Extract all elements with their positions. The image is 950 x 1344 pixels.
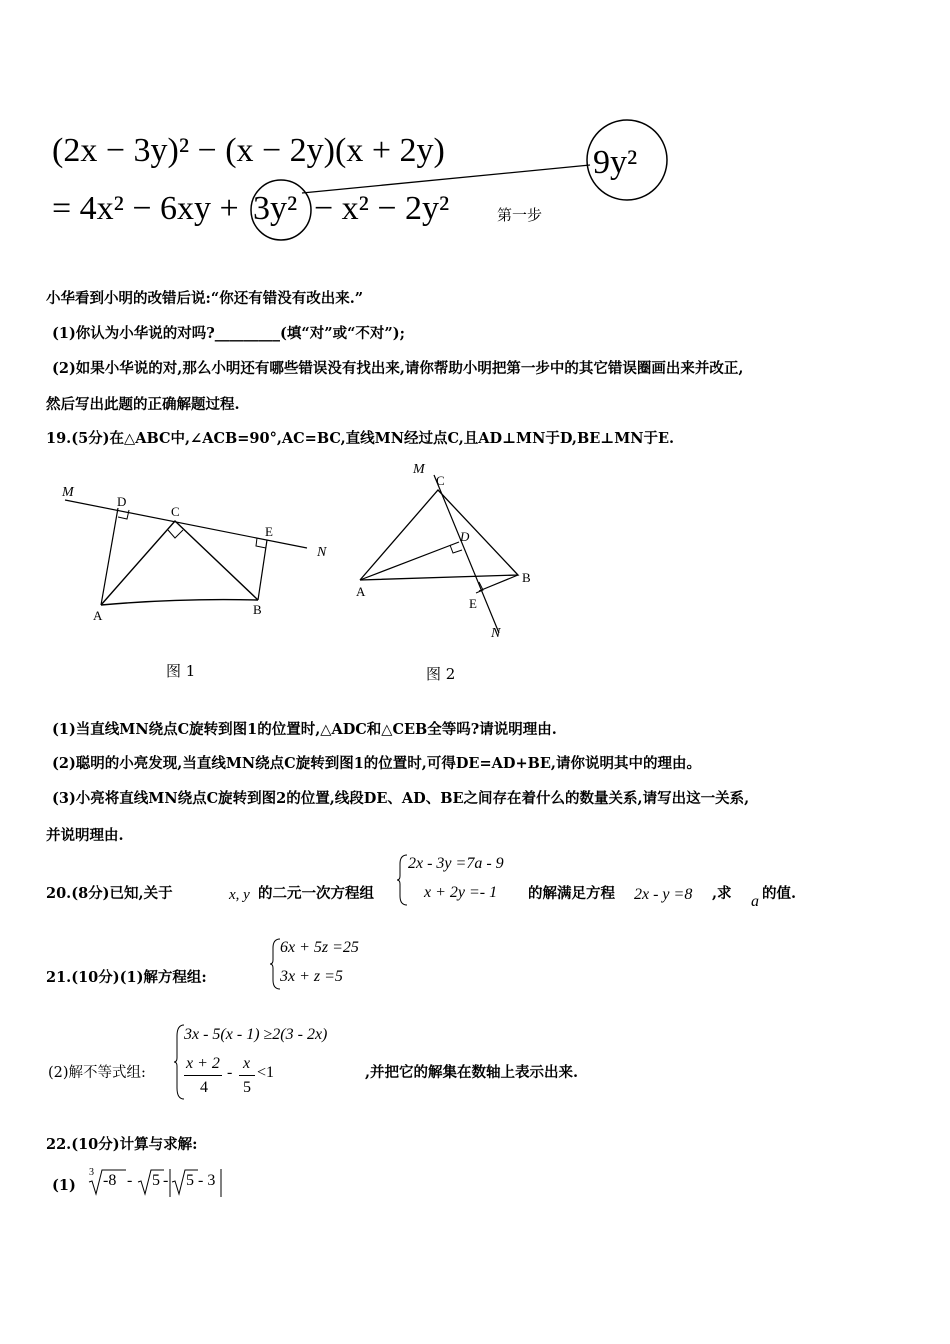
right-angle-c xyxy=(168,530,183,538)
label-n: N xyxy=(317,545,327,560)
q22-expr-c: 5 xyxy=(152,1172,160,1189)
q21-frac1-bar xyxy=(184,1075,222,1076)
label-e: E xyxy=(469,596,477,611)
segment-be xyxy=(479,575,518,591)
q20-post3: 的值. xyxy=(762,885,797,902)
step-label: 第一步 xyxy=(497,206,543,224)
circled-term: 3y² xyxy=(253,190,298,227)
sqrt-sign-1 xyxy=(138,1170,164,1194)
q22-stem: 22.(10分)计算与求解: xyxy=(46,1136,198,1153)
label-a: A xyxy=(356,584,366,599)
q22-expr-b: - xyxy=(127,1172,133,1189)
small-circle-mark xyxy=(251,180,311,240)
figure-1 xyxy=(55,478,355,648)
q18-intro: 小华看到小明的改错后说:“你还有错没有改出来.” xyxy=(46,290,364,307)
q21-frac1-den: 4 xyxy=(200,1079,208,1096)
side-ab xyxy=(101,600,258,605)
q20-condition: 2x - y =8 xyxy=(634,886,693,903)
big-circle-mark xyxy=(587,120,667,200)
q21-eq2: 3x + z =5 xyxy=(280,968,343,985)
q20-pre: 20.(8分)已知,关于 xyxy=(46,885,173,902)
label-n: N xyxy=(491,626,501,641)
q22-expr-a: -8 xyxy=(103,1172,117,1189)
q20-mid: 的二元一次方程组 xyxy=(258,885,374,902)
label-a: A xyxy=(93,608,103,623)
q20-eq2: x + 2y =- 1 xyxy=(424,884,498,901)
work-annotations xyxy=(0,0,950,260)
label-d: D xyxy=(117,494,127,509)
segment-be xyxy=(258,540,267,600)
right-angle-d xyxy=(450,545,462,553)
segment-ad xyxy=(101,508,118,605)
line-mn xyxy=(434,475,499,633)
q20-post2: ,求 xyxy=(712,885,732,902)
q21-part2-post: ,并把它的解集在数轴上表示出来. xyxy=(365,1064,579,1081)
q19-part2: (2)聪明的小亮发现,当直线MN绕点C旋转到图1的位置时,可得DE=AD+BE,请你说明其中的理由。 xyxy=(52,755,701,772)
label-d: D xyxy=(460,529,470,544)
q22-expr-d: - xyxy=(163,1172,169,1189)
triangle-abc xyxy=(360,490,518,580)
q21-lt: <1 xyxy=(257,1064,275,1081)
q20-a: a xyxy=(751,893,759,910)
q21-frac1-num: x + 2 xyxy=(186,1055,220,1072)
q19-stem: 19.(5分)在△ABC中,∠ACB=90°,AC=BC,直线MN经过点C,且AD⊥MN于D,BE⊥MN于E. xyxy=(46,430,675,447)
q20-vars: x, y xyxy=(229,887,250,903)
q18-part1: (1)你认为小华说的对吗?_________(填“对”或“不对”); xyxy=(52,325,405,342)
segment-ad xyxy=(360,542,459,580)
label-b: B xyxy=(522,570,531,585)
label-m: M xyxy=(413,462,425,477)
correction-term: 9y² xyxy=(593,144,638,181)
label-e: E xyxy=(265,524,273,539)
figure-2-caption: 图 2 xyxy=(426,665,456,683)
q22-root-index: 3 xyxy=(89,1167,94,1178)
q19-part3-line2: 并说明理由. xyxy=(46,827,124,844)
label-c: C xyxy=(171,504,180,519)
q22-part1-label: (1) xyxy=(52,1177,76,1194)
figure-1-caption: 图 1 xyxy=(166,662,196,680)
work-line-1: (2x − 3y)² − (x − 2y)(x + 2y) xyxy=(52,132,445,169)
q21-eq1: 6x + 5z =25 xyxy=(280,939,359,956)
q21-part2-label: (2)解不等式组: xyxy=(48,1065,146,1081)
label-m: M xyxy=(62,485,74,500)
q22-expr-e: 5 - 3 xyxy=(186,1172,216,1189)
q18-part2-line2: 然后写出此题的正确解题过程. xyxy=(46,396,240,413)
label-c: C xyxy=(436,473,445,488)
q20-post1: 的解满足方程 xyxy=(528,885,615,902)
label-b: B xyxy=(253,602,262,617)
q20-eq1: 2x - 3y =7a - 9 xyxy=(408,855,504,872)
q21-minus: - xyxy=(227,1064,233,1081)
q21-frac2-bar xyxy=(239,1075,255,1076)
q21-stem: 21.(10分)(1)解方程组: xyxy=(46,969,207,986)
figure-2 xyxy=(350,455,580,645)
work-line-2-right: − x² − 2y² xyxy=(314,190,450,227)
q19-part3-line1: (3)小亮将直线MN绕点C旋转到图2的位置,线段DE、AD、BE之间存在着什么的数量关系,请写出这一关系, xyxy=(52,790,750,807)
q18-part2-line1: (2)如果小华说的对,那么小明还有哪些错误没有找出来,请你帮助小明把第一步中的其它错误圈画出来并改正, xyxy=(52,360,744,377)
work-line-2-left: = 4x² − 6xy + xyxy=(52,190,239,227)
connector-line xyxy=(302,165,590,193)
q21-frac2-num: x xyxy=(243,1055,251,1072)
q19-part1: (1)当直线MN绕点C旋转到图1的位置时,△ADC和△CEB全等吗?请说明理由. xyxy=(52,721,557,738)
q21-frac2-den: 5 xyxy=(243,1079,251,1096)
q21-ineq1: 3x - 5(x - 1) ≥2(3 - 2x) xyxy=(184,1026,328,1043)
